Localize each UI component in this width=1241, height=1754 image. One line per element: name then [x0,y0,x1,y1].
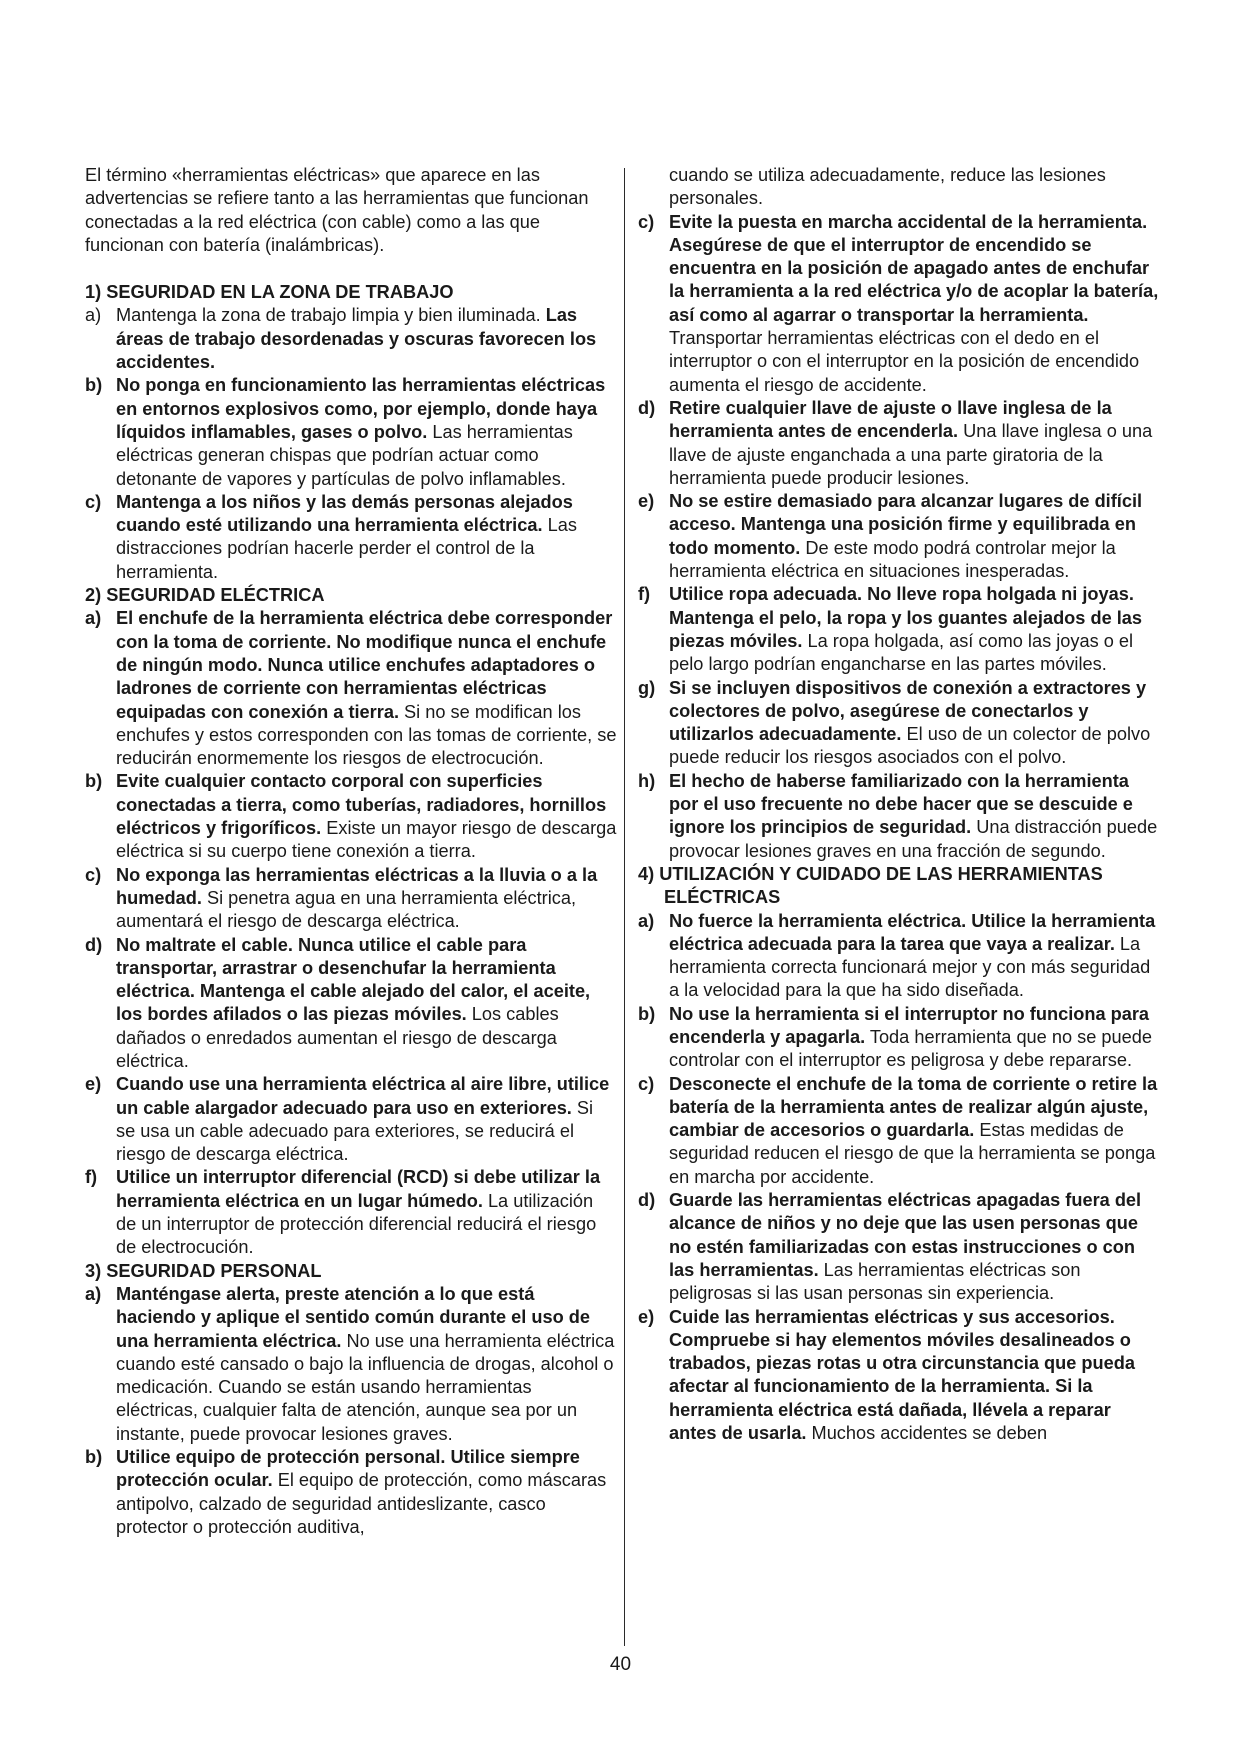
list-item: e) Cuando use una herramienta eléctrica al aire libre, utilice un cable alargador adecuado para uso en exteriores. Si se usa un cable adecuado para exteriores, se reducirá el riesgo de descarga eléctrica. [85,1074,610,1165]
list-item: b) Utilice equipo de protección personal. Utilice siempre protección ocular. El equipo de protección, como máscaras antipolvo, calzado de seguridad antideslizante, casco protector o protección auditiva, [85,1447,607,1537]
list-item: b) No use la herramienta si el interruptor no funciona para encenderla y apagarla. Toda herramienta que no se puede controlar con el interruptor es peligrosa y debe repararse. [638,1003,1152,1071]
list-item: b) Evite cualquier contacto corporal con superficies conectadas a tierra, como tuberías, radiadores, hornillos eléctricos y frigoríficos. Existe un mayor riesgo de descarga eléctrica si su cuerpo tiene conexión a tierra. [85,771,617,862]
list-item: b) No ponga en funcionamiento las herramientas eléctricas en entornos explosivos como, por ejemplo, donde haya líquidos inflamables, gases o polvo. Las herramientas eléctricas generan chispas que podrían actuar como detonante de vapores y partículas de polvo inflamables. [85,375,606,489]
list-item: d) Retire cualquier llave de ajuste o llave inglesa de la herramienta antes de encenderla. Una llave inglesa o una llave de ajuste enganchada a una parte giratoria de la herramienta puede producir lesiones. [638,397,1153,488]
list-item: e) No se estire demasiado para alcanzar lugares de difícil acceso. Mantenga una posición firme y equilibrada en todo momento. De este modo podrá controlar mejor la herramienta eléctrica en situaciones inesperadas. [638,491,1143,582]
list-item: h) El hecho de haberse familiarizado con la herramienta por el uso frecuente no debe hacer que se descuide e ignore los principios de seguridad. Una distracción puede provocar lesiones graves en una fracción de segundo. [638,770,1158,861]
list-item: d) Guarde las herramientas eléctricas apagadas fuera del alcance de niños y no deje que las usen personas que no estén familiarizadas con estas instrucciones o con las herramientas. Las herramientas eléctricas son peligrosas si las usan personas sin experiencia. [638,1190,1142,1304]
section-heading-personal: 3) SEGURIDAD PERSONAL [85,1260,322,1281]
list-item: f) Utilice un interruptor diferencial (RCD) si debe utilizar la herramienta eléctrica en un lugar húmedo. La utilización de un interruptor de protección diferencial reducirá el riesgo de electrocución. [85,1167,601,1258]
list-item: d) No maltrate el cable. Nunca utilice el cable para transportar, arrastrar o desenchufar la herramienta eléctrica. Mantenga el cable alejado del calor, el aceite, los bordes afilados o las piezas móviles. Los cables dañados o enredados aumentan el riesgo de descarga eléctrica. [85,934,591,1071]
section-heading-work-area: 1) SEGURIDAD EN LA ZONA DE TRABAJO [85,282,454,303]
section-heading-electrical: 2) SEGURIDAD ELÉCTRICA [85,585,325,606]
list-item: a) El enchufe de la herramienta eléctrica debe corresponder con la toma de corriente. No modifique nunca el enchufe de ningún modo. Nunca utilice enchufes adaptadores o ladrones de corriente con herramientas eléctricas equipadas con conexión a tierra. Si no se modifican los enchufes y estos corresponden con las tomas de corriente, se reducirán enormemente los riesgos de electrocución. [85,608,617,769]
list-item: a) Mantenga la zona de trabajo limpia y bien iluminada. Las áreas de trabajo desordenadas y oscuras favorecen los accidentes. [85,305,597,373]
list-item: g) Si se incluyen dispositivos de conexión a extractores y colectores de polvo, asegúrese de conectarlos y utilizarlos adecuadamente. El uso de un colector de polvo puede reducir los riesgos asociados con el polvo. [638,677,1151,768]
right-column [638,164,1160,1445]
left-column [85,164,617,1539]
list-item: e) Cuide las herramientas eléctricas y sus accesorios. Compruebe si hay elementos móviles desalineados o trabados, piezas rotas u otra circunstancia que pueda afectar al funcionamiento de la herramienta. Si la herramienta eléctrica está dañada, llévela a reparar antes de usarla. Muchos accidentes se deben [638,1306,1135,1444]
page-number: 40 [609,1654,632,1675]
list-item: c) No exponga las herramientas eléctricas a la lluvia o a la humedad. Si penetra agua en una herramienta eléctrica, aumentará el riesgo de descarga eléctrica. [85,864,598,932]
list-item: c) Mantenga a los niños y las demás personas alejados cuando esté utilizando una herramienta eléctrica. Las distracciones podrían hacerle perder el control de la herramienta. [85,491,577,582]
continued-text: cuando se utiliza adecuadamente, reduce las lesiones personales. [669,165,1106,209]
list-item: f) Utilice ropa adecuada. No lleve ropa holgada ni joyas. Mantenga el pelo, la ropa y los guantes alejados de las piezas móviles. La ropa holgada, así como las joyas o el pelo largo podrían engancharse en las partes móviles. [638,584,1143,675]
intro-paragraph: El término «herramientas eléctricas» que aparece en las advertencias se refiere tanto a las herramientas que funcionan conectadas a la red eléctrica (con cable) como a las que funcionan con batería (inalámbricas). [85,165,589,255]
list-item: c) Desconecte el enchufe de la toma de corriente o retire la batería de la herramienta antes de realizar algún ajuste, cambiar de accesorios o guardarla. Estas medidas de seguridad reducen el riesgo de que la herramienta se ponga en marcha por accidente. [638,1073,1158,1187]
section-heading-tool-use: 4) UTILIZACIÓN Y CUIDADO DE LAS HERRAMIENTAS ELÉCTRICAS [638,863,1103,908]
list-item: a) No fuerce la herramienta eléctrica. Utilice la herramienta eléctrica adecuada para la tarea que vaya a realizar. La herramienta correcta funcionará mejor y con más seguridad a la velocidad para la que ha sido diseñada. [638,910,1156,1001]
column-divider [624,168,625,1646]
list-item: a) Manténgase alerta, preste atención a lo que está haciendo y aplique el sentido común durante el uso de una herramienta eléctrica. No use una herramienta eléctrica cuando esté cansado o bajo la influencia de drogas, alcohol o medicación. Cuando se están usando herramientas eléctricas, cualquier falta de atención, aunque sea por un instante, puede provocar lesiones graves. [85,1283,615,1444]
list-item: c) Evite la puesta en marcha accidental de la herramienta. Asegúrese de que el interruptor de encendido se encuentra en la posición de apagado antes de enchufar la herramienta a la red eléctrica y/o de acoplar la batería, así como al agarrar o transportar la herramienta. Transportar herramientas eléctricas con el dedo en el interruptor o con el interruptor en la posición de encendido aumenta el riesgo de accidente. [638,211,1159,395]
